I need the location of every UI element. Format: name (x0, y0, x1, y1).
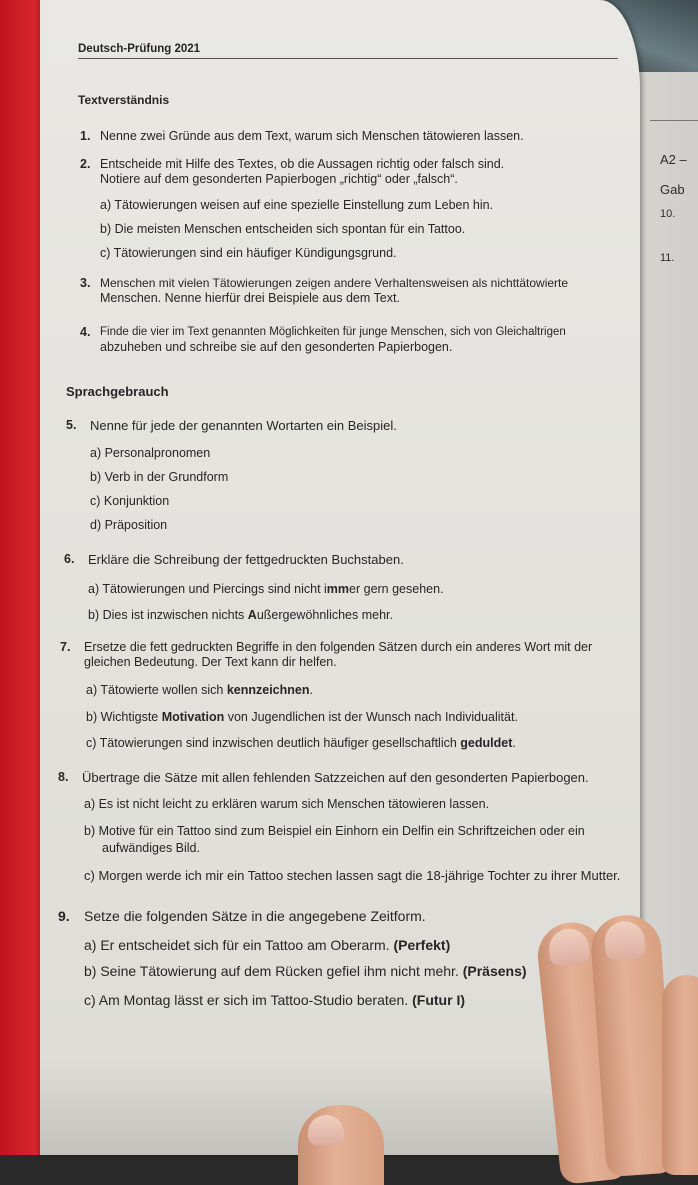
question-number: 8. (58, 770, 69, 784)
question-7-item-c-bold: geduldet (460, 736, 513, 750)
question-7-text: gleichen Bedeutung. Der Text kann dir helfen. (84, 655, 337, 669)
question-2-item-a: a) Tätowierungen weisen auf eine spezielle Einstellung zum Leben hin. (100, 198, 494, 212)
question-4-text: Finde die vier im Text genannten Möglichkeiten für junge Menschen, sich von Gleichaltrigen (100, 326, 566, 338)
question-7-item-a-text: . (309, 683, 313, 697)
question-9-item-c-tense: (Futur I) (412, 992, 465, 1008)
question-3-text: Menschen. Nenne hierfür drei Beispiele aus dem Text. (100, 291, 400, 305)
question-5-item-d: d) Präposition (90, 518, 168, 532)
question-9-item-b-text: b) Seine Tätowierung auf dem Rücken gefiel ihm nicht mehr. (84, 963, 459, 979)
question-9-item-a-tense: (Perfekt) (393, 937, 451, 953)
question-9-item-a-text: a) Er entscheidet sich für ein Tattoo am Oberarm. (84, 937, 390, 953)
right-page-fragment: 11. (660, 252, 675, 264)
finger (662, 975, 698, 1175)
question-6-item-b-text: ußergewöhnliches mehr. (256, 608, 393, 622)
question-2-item-c: c) Tätowierungen sind ein häufiger Kündigungsgrund. (100, 246, 397, 260)
right-page-fragment: Gab (660, 182, 685, 197)
question-5-item-b: b) Verb in der Grundform (90, 470, 229, 484)
question-2-item-b: b) Die meisten Menschen entscheiden sich spontan für ein Tattoo. (100, 222, 466, 236)
exam-title: Deutsch-Prüfung 2021 (78, 43, 201, 55)
section-heading-sprachgebrauch: Sprachgebrauch (66, 384, 169, 399)
question-7-item-a (86, 683, 313, 699)
question-4-text: abzuheben und schreibe sie auf den gesonderten Papierbogen. (100, 340, 453, 354)
question-3-text: Menschen mit vielen Tätowierungen zeigen andere Verhaltensweisen als nichttätowierte (100, 276, 569, 290)
question-number: 2. (80, 157, 91, 171)
header-rule (78, 58, 618, 59)
question-7-item-c-text: c) Tätowierungen sind inzwischen deutlich häufiger gesellschaftlich (86, 736, 461, 750)
question-1-text: Nenne zwei Gründe aus dem Text, warum sich Menschen tätowieren lassen. (100, 129, 524, 143)
question-9-item-c (84, 992, 465, 1010)
question-number: 3. (80, 276, 91, 290)
question-6-item-a-text: a) Tätowierungen und Piercings sind nicht i (88, 582, 327, 596)
question-number: 1. (80, 129, 91, 143)
question-7-item-a-bold: kennzeichnen (226, 683, 310, 697)
fingernail (603, 920, 646, 961)
question-7-text: Ersetze die fett gedruckten Begriffe in den folgenden Sätzen durch ein anderes Wort mit der (84, 640, 593, 654)
question-5-item-a: a) Personalpronomen (90, 446, 211, 460)
question-number: 4. (80, 325, 91, 339)
question-8-item-a: a) Es ist nicht leicht zu erklären warum sich Menschen tätowieren lassen. (84, 797, 490, 811)
question-8-item-c: c) Morgen werde ich mir ein Tattoo stechen lassen sagt die 18-jährige Tochter zu ihrer Mutter. (84, 868, 621, 883)
question-6-text: Erkläre die Schreibung der fettgedruckten Buchstaben. (88, 552, 404, 567)
question-6-item-b-bold: A (247, 608, 257, 622)
question-number: 5. (66, 418, 77, 432)
question-2-text: Notiere auf dem gesonderten Papierbogen „richtig“ oder „falsch“. (100, 172, 458, 186)
fingernail (308, 1115, 344, 1145)
question-9-item-c-text: c) Am Montag lässt er sich im Tattoo-Studio beraten. (84, 992, 409, 1008)
question-9-item-a (84, 937, 450, 955)
question-6-item-a-bold: mm (326, 582, 350, 596)
question-number: 7. (60, 640, 71, 654)
question-9-item-b (84, 963, 527, 981)
question-number: 6. (64, 552, 75, 566)
question-7-item-c (86, 736, 516, 752)
question-7-item-b-bold: Motivation (161, 710, 225, 724)
question-7-item-b-text: b) Wichtigste (86, 710, 162, 724)
question-8-item-b: aufwändiges Bild. (102, 841, 200, 855)
right-page-rule (650, 120, 698, 121)
question-7-item-b (86, 710, 518, 726)
question-2-text: Entscheide mit Hilfe des Textes, ob die Aussagen richtig oder falsch sind. (100, 157, 505, 171)
section-heading-textverstaendnis: Textverständnis (78, 93, 170, 107)
right-page-fragment: 10. (660, 208, 676, 220)
right-page-fragment: A2 – (660, 152, 687, 167)
question-6-item-a-text: er gern gesehen. (349, 582, 444, 596)
question-6-item-b (88, 608, 393, 624)
question-8-text: Übertrage die Sätze mit allen fehlenden Satzzeichen auf den gesonderten Papierbogen. (82, 770, 589, 785)
question-6-item-b-text: b) Dies ist inzwischen nichts (88, 608, 248, 622)
question-7-item-c-text: . (512, 736, 516, 750)
question-9-item-b-tense: (Präsens) (462, 963, 527, 979)
question-7-item-a-text: a) Tätowierte wollen sich (86, 683, 227, 697)
question-5-text: Nenne für jede der genannten Wortarten ein Beispiel. (90, 418, 397, 433)
question-number: 9. (58, 908, 70, 924)
question-5-item-c: c) Konjunktion (90, 494, 170, 508)
fingernail (547, 927, 591, 967)
question-7-item-b-text: von Jugendlichen ist der Wunsch nach Individualität. (224, 710, 518, 724)
question-8-item-b: b) Motive für ein Tattoo sind zum Beispiel ein Einhorn ein Delfin ein Schriftzeichen oder ein (84, 824, 585, 838)
thumb (298, 1105, 384, 1185)
question-6-item-a (88, 582, 444, 598)
question-9-text: Setze die folgenden Sätze in die angegebene Zeitform. (84, 908, 426, 924)
